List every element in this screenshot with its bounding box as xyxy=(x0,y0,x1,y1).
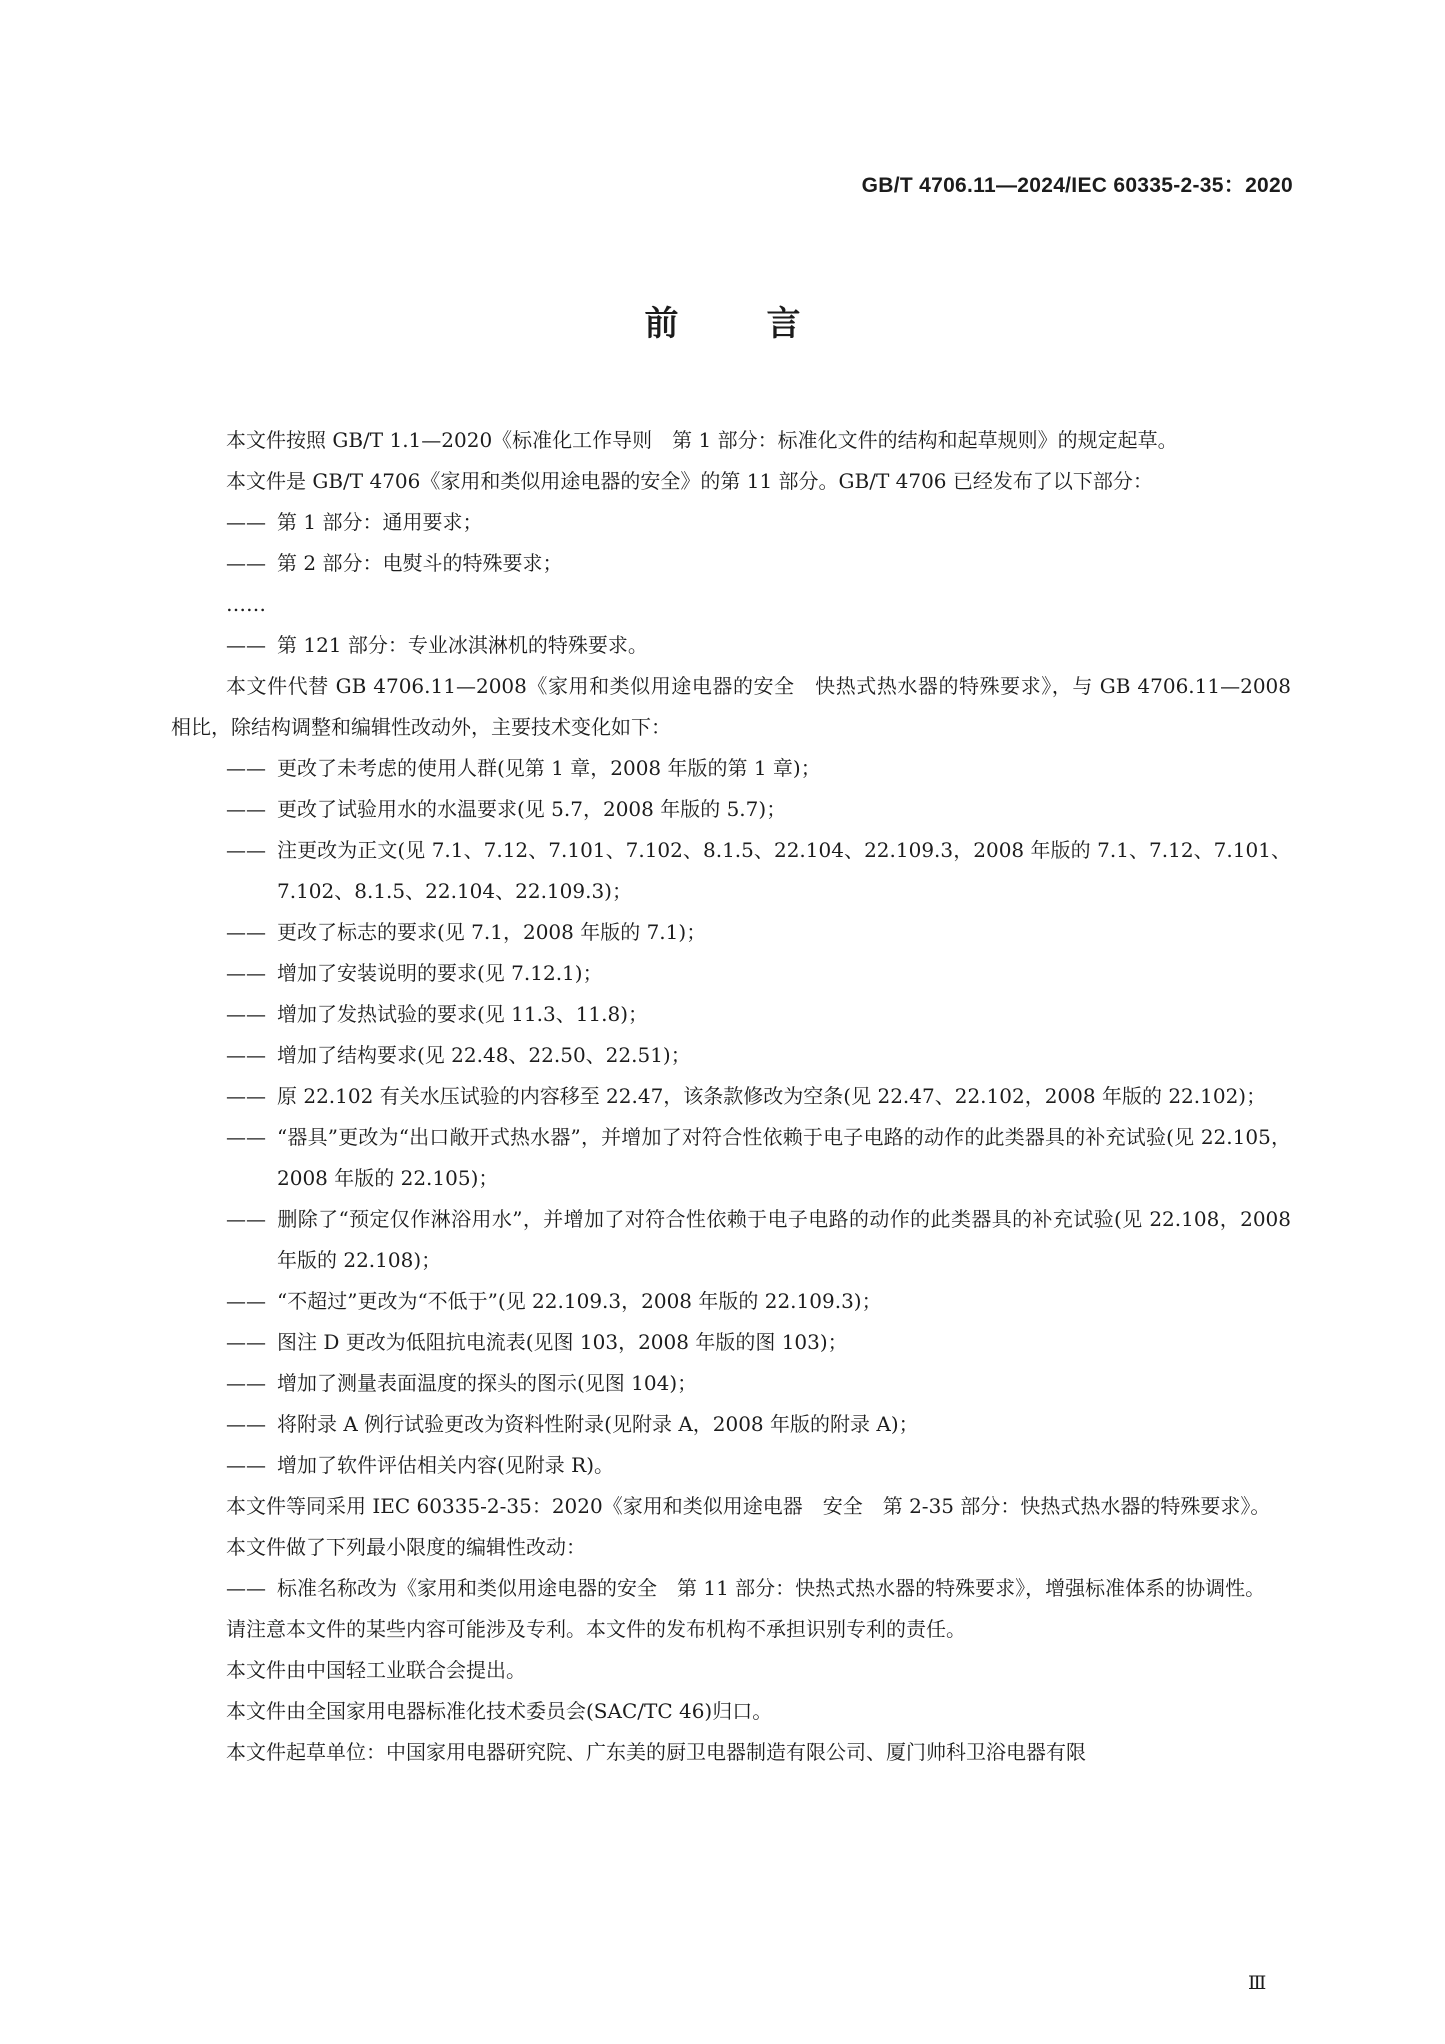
list-dash: —— xyxy=(226,838,266,862)
list-item xyxy=(171,1568,1291,1609)
list-dash: —— xyxy=(226,756,266,780)
list-item xyxy=(171,1199,1291,1281)
list-item xyxy=(171,1076,1291,1117)
list-item-text: 更改了未考虑的使用人群(见第 1 章，2008 年版的第 1 章)； xyxy=(277,756,821,780)
list-item xyxy=(171,1281,1291,1322)
list-item-text: 增加了安装说明的要求(见 7.12.1)； xyxy=(277,961,603,985)
list-item-text: 第 121 部分：专业冰淇淋机的特殊要求。 xyxy=(277,633,648,657)
list-dash: —— xyxy=(226,1576,266,1600)
list-item xyxy=(171,1404,1291,1445)
list-item-text: 注更改为正文(见 7.1、7.12、7.101、7.102、8.1.5、22.104、22.109.3，2008 年版的 7.1、7.12、7.101、7.102、8.1.5、22.104、22.109.3)； xyxy=(277,838,1291,903)
paragraph: 本文件代替 GB 4706.11—2008《家用和类似用途电器的安全 快热式热水器的特殊要求》，与 GB 4706.11—2008 相比，除结构调整和编辑性改动外，主要技术变化如下： xyxy=(171,674,1291,739)
list-dash: —— xyxy=(226,1002,266,1026)
list-item xyxy=(171,953,1291,994)
list-item xyxy=(171,830,1291,912)
list-item-text: 更改了试验用水的水温要求(见 5.7，2008 年版的 5.7)； xyxy=(277,797,787,821)
list-item-text: 增加了结构要求(见 22.48、22.50、22.51)； xyxy=(277,1043,691,1067)
paragraph: 本文件起草单位：中国家用电器研究院、广东美的厨卫电器制造有限公司、厦门帅科卫浴电器有限 xyxy=(226,1740,1086,1764)
list-dash: —— xyxy=(226,1125,266,1149)
list-dash: —— xyxy=(226,1289,266,1313)
list-item xyxy=(171,912,1291,953)
document-code-header: GB/T 4706.11—2024/IEC 60335-2-35：2020 xyxy=(861,174,1293,197)
list-item-text: 增加了发热试验的要求(见 11.3、11.8)； xyxy=(277,1002,649,1026)
list-dash: —— xyxy=(226,633,266,657)
list-dash: —— xyxy=(226,1453,266,1477)
paragraph: 请注意本文件的某些内容可能涉及专利。本文件的发布机构不承担识别专利的责任。 xyxy=(226,1617,966,1641)
list-item-text: “不超过”更改为“不低于”(见 22.109.3，2008 年版的 22.109.3)； xyxy=(277,1289,882,1313)
list-item xyxy=(171,543,1291,584)
list-dash: —— xyxy=(226,1330,266,1354)
list-item-text: 原 22.102 有关水压试验的内容移至 22.47，该条款修改为空条(见 22.47、22.102，2008 年版的 22.102)； xyxy=(277,1084,1267,1108)
list-item xyxy=(171,789,1291,830)
list-item xyxy=(171,625,1291,666)
list-item xyxy=(171,994,1291,1035)
list-dash: —— xyxy=(226,1371,266,1395)
list-dash: —— xyxy=(226,797,266,821)
list-item-text: 第 2 部分：电熨斗的特殊要求； xyxy=(277,551,563,575)
list-dash: —— xyxy=(226,510,266,534)
list-item xyxy=(171,1363,1291,1404)
document-body xyxy=(171,420,1291,1773)
paragraph: 本文件由全国家用电器标准化技术委员会(SAC/TC 46)归口。 xyxy=(226,1699,773,1723)
list-item-text: “器具”更改为“出口敞开式热水器”，并增加了对符合性依赖于电子电路的动作的此类器具的补充试验(见 22.105，2008 年版的 22.105)； xyxy=(277,1125,1291,1190)
page-title: 前言 xyxy=(644,305,889,343)
paragraph: 本文件做了下列最小限度的编辑性改动： xyxy=(226,1535,586,1559)
ellipsis-line: …… xyxy=(226,592,266,616)
list-dash: —— xyxy=(226,1043,266,1067)
list-dash: —— xyxy=(226,1207,266,1231)
list-dash: —— xyxy=(226,1084,266,1108)
list-dash: —— xyxy=(226,551,266,575)
list-item-text: 第 1 部分：通用要求； xyxy=(277,510,483,534)
list-item xyxy=(171,502,1291,543)
list-item-text: 更改了标志的要求(见 7.1，2008 年版的 7.1)； xyxy=(277,920,707,944)
list-item xyxy=(171,1445,1291,1486)
list-item xyxy=(171,1035,1291,1076)
list-dash: —— xyxy=(226,961,266,985)
paragraph: 本文件由中国轻工业联合会提出。 xyxy=(226,1658,526,1682)
list-item xyxy=(171,1322,1291,1363)
list-item-text: 增加了软件评估相关内容(见附录 R)。 xyxy=(277,1453,615,1477)
list-item-text: 将附录 A 例行试验更改为资料性附录(见附录 A，2008 年版的附录 A)； xyxy=(277,1412,919,1436)
list-item-text: 删除了“预定仅作淋浴用水”，并增加了对符合性依赖于电子电路的动作的此类器具的补充试验(见 22.108，2008 年版的 22.108)； xyxy=(277,1207,1291,1272)
paragraph: 本文件等同采用 IEC 60335-2-35：2020《家用和类似用途电器 安全 第 2-35 部分：快热式热水器的特殊要求》。 xyxy=(226,1494,1271,1518)
list-item-text: 增加了测量表面温度的探头的图示(见图 104)； xyxy=(277,1371,698,1395)
list-item-text: 图注 D 更改为低阻抗电流表(见图 103，2008 年版的图 103)； xyxy=(277,1330,848,1354)
paragraph: 本文件按照 GB/T 1.1—2020《标准化工作导则 第 1 部分：标准化文件的结构和起草规则》的规定起草。 xyxy=(226,428,1178,452)
list-dash: —— xyxy=(226,1412,266,1436)
list-item-text: 标准名称改为《家用和类似用途电器的安全 第 11 部分：快热式热水器的特殊要求》，增强标准体系的协调性。 xyxy=(277,1576,1266,1600)
list-item xyxy=(171,748,1291,789)
list-dash: —— xyxy=(226,920,266,944)
list-item xyxy=(171,1117,1291,1199)
page-number: Ⅲ xyxy=(1248,1972,1267,1994)
paragraph: 本文件是 GB/T 4706《家用和类似用途电器的安全》的第 11 部分。GB/T 4706 已经发布了以下部分： xyxy=(226,469,1153,493)
